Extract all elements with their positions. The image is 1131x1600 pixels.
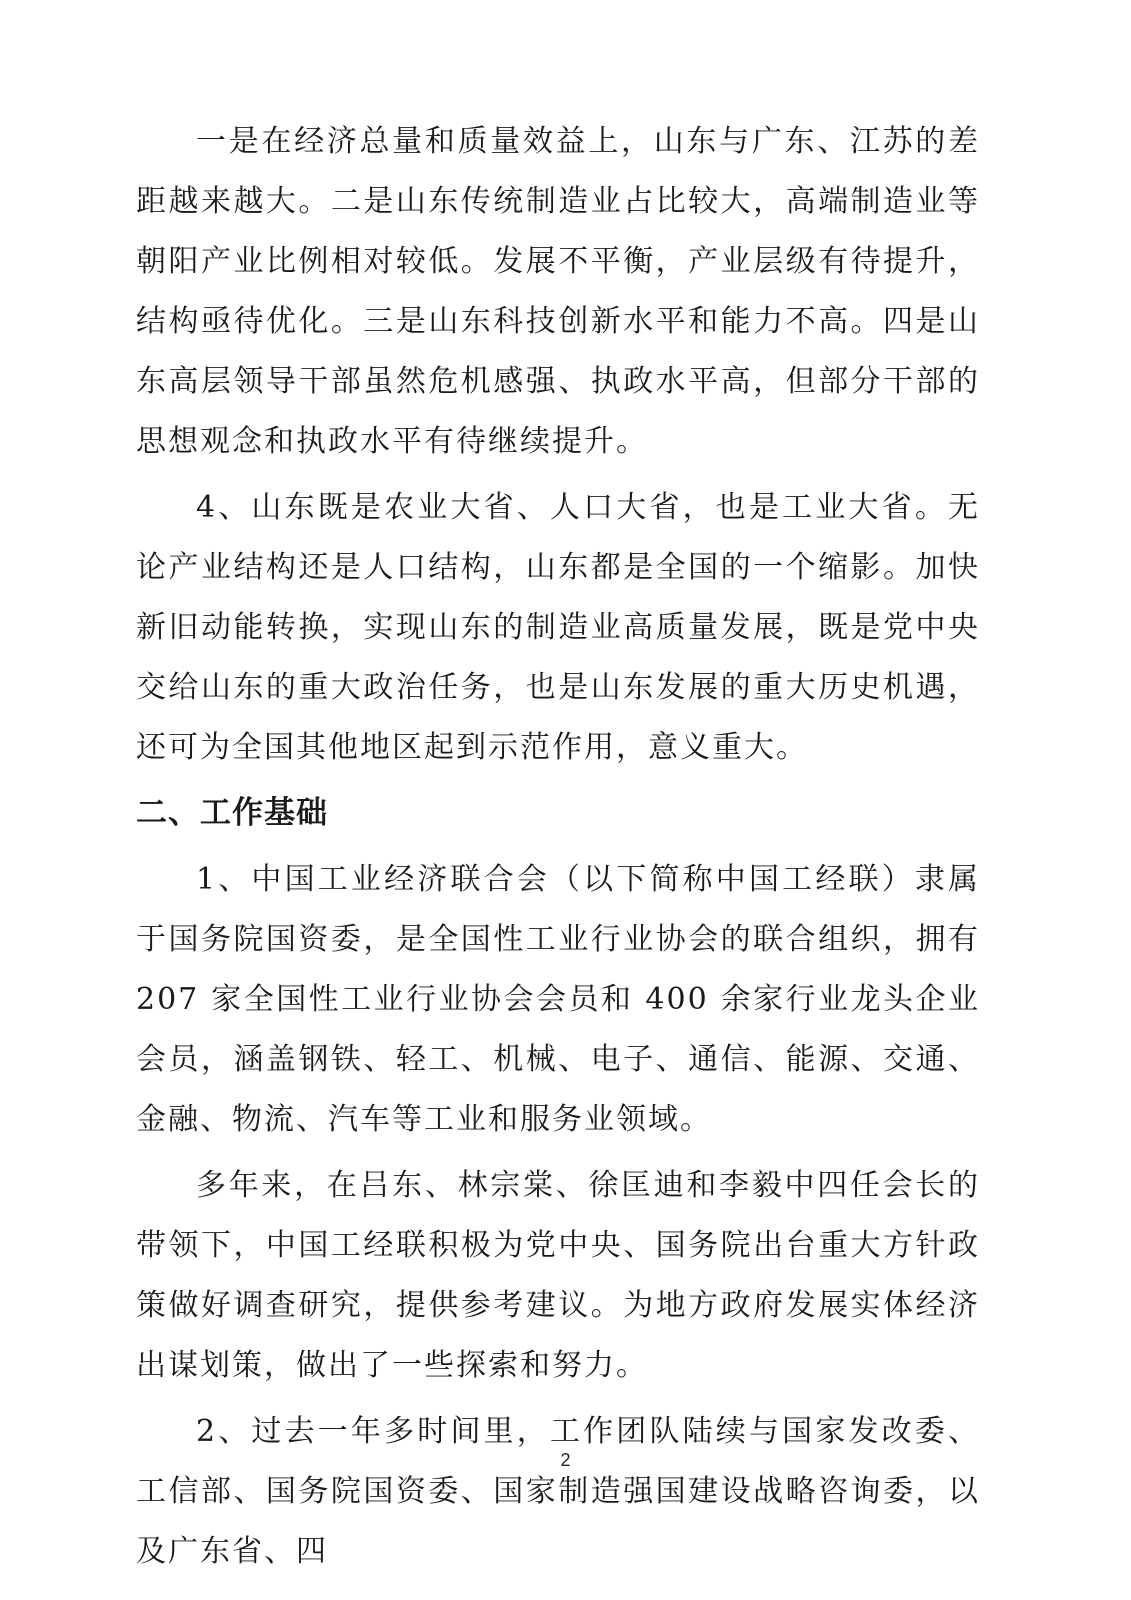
body-paragraph: 多年来，在吕东、林宗棠、徐匡迪和李毅中四任会长的带领下，中国工经联积极为党中央、国务院出台重大方针政策做好调查研究，提供参考建议。为地方政府发展实体经济出谋划策，做出了一些探索和努力。 <box>136 1168 980 1383</box>
body-paragraph: 1、中国工业经济联合会（以下简称中国工经联）隶属于国务院国资委，是全国性工业行业协会的联合组织，拥有 207 家全国性工业行业协会会员和 400 余家行业龙头企业会员，涵盖钢铁、轻工、机械、电子、通信、能源、交通、金融、物流、汽车等工业和服务业领域。 <box>136 862 980 1137</box>
body-paragraph: 2、过去一年多时间里，工作团队陆续与国家发改委、工信部、国务院国资委、国家制造强国建设战略咨询委，以及广东省、四 <box>136 1414 980 1569</box>
body-paragraph: 4、山东既是农业大省、人口大省，也是工业大省。无论产业结构还是人口结构，山东都是全国的一个缩影。加快新旧动能转换，实现山东的制造业高质量发展，既是党中央交给山东的重大政治任务，也是山东发展的重大历史机遇，还可为全国其他地区起到示范作用，意义重大。 <box>136 490 980 765</box>
page-number: 2 <box>560 1450 571 1470</box>
body-paragraph: 一是在经济总量和质量效益上，山东与广东、江苏的差距越来越大。二是山东传统制造业占比较大，高端制造业等朝阳产业比例相对较低。发展不平衡，产业层级有待提升，结构亟待优化。三是山东科技创新水平和能力不高。四是山东高层领导干部虽然危机感强、执政水平高，但部分干部的思想观念和执政水平有待继续提升。 <box>136 124 980 459</box>
section-heading: 二、工作基础 <box>136 795 328 831</box>
page-body <box>136 112 980 1588</box>
